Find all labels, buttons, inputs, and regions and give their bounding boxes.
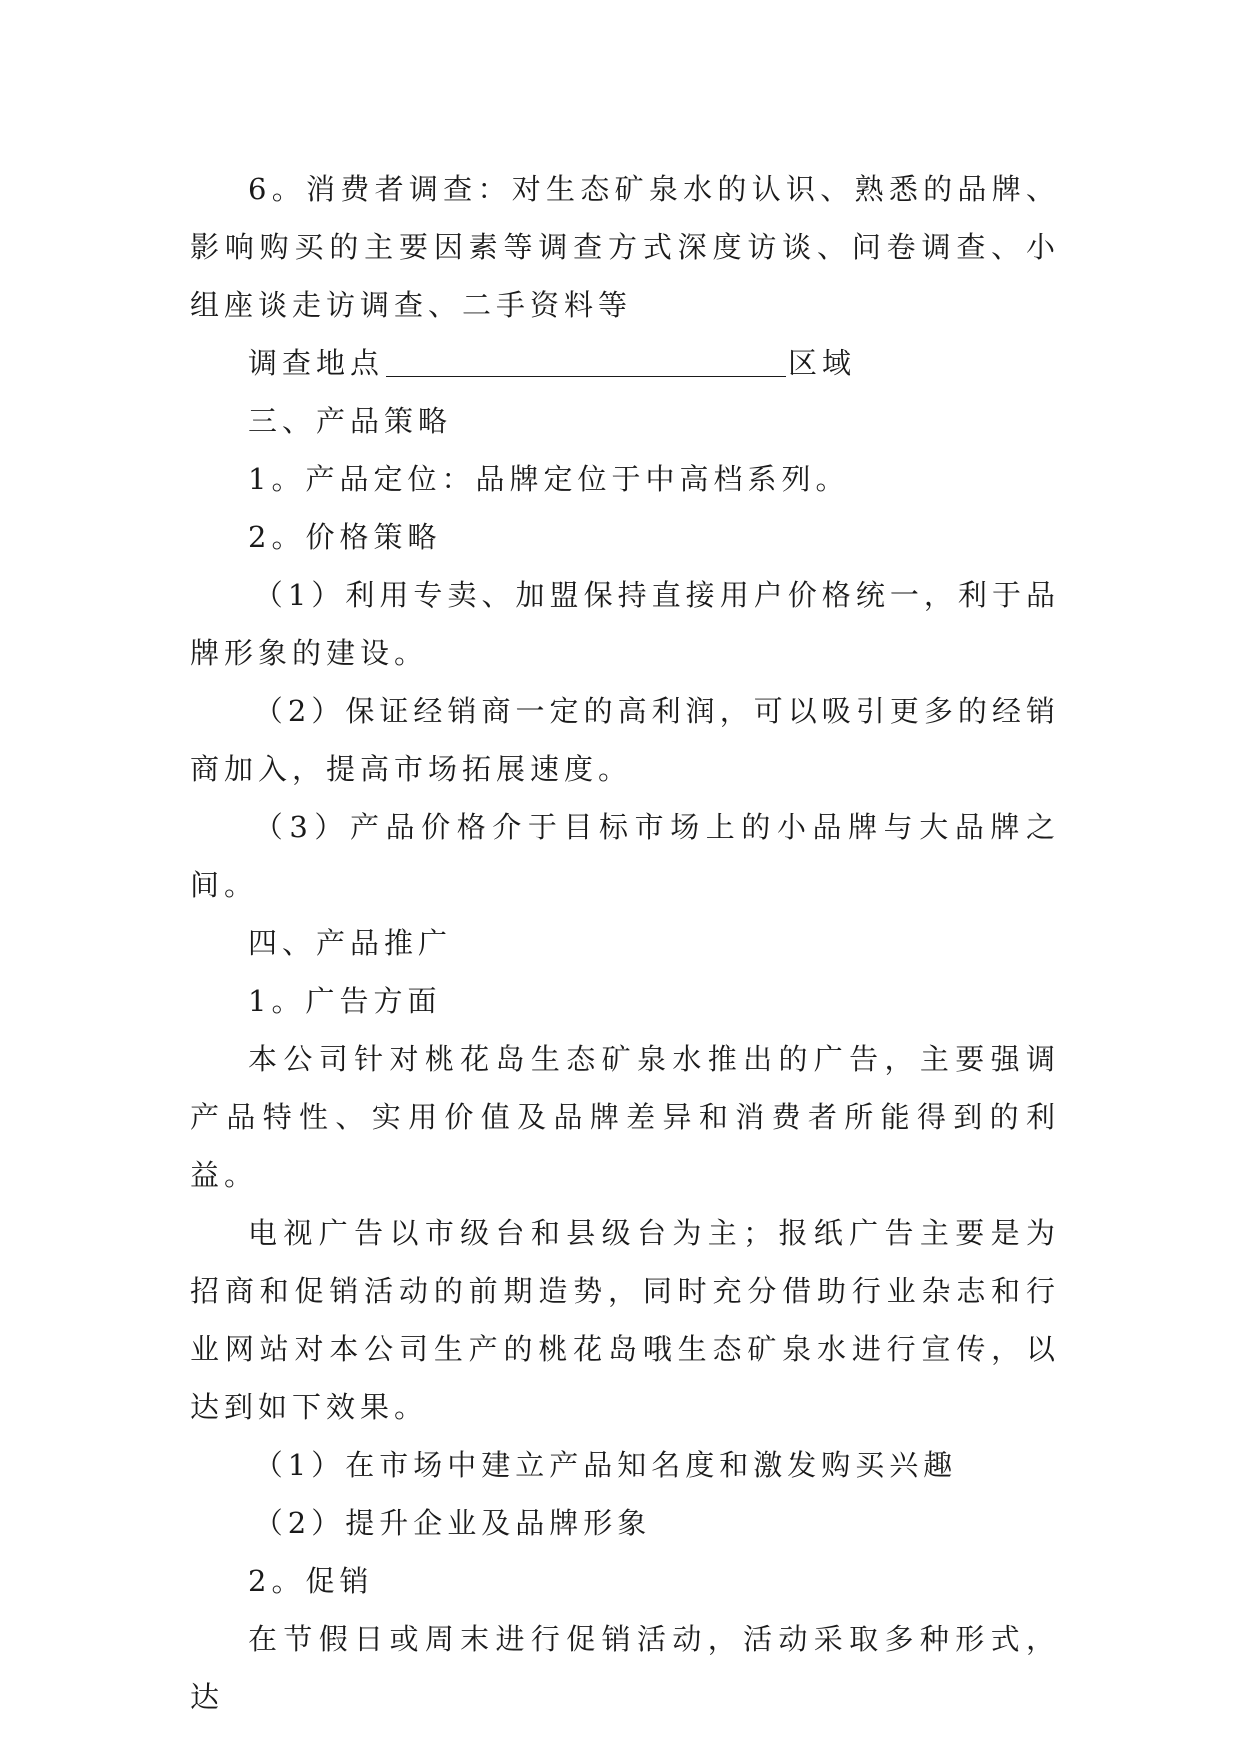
price-strategy-item-2: （2）保证经销商一定的高利润，可以吸引更多的经销商加入，提高市场拓展速度。 <box>190 694 1060 786</box>
document-body <box>190 160 1060 1726</box>
effect-item-2: （2）提升企业及品牌形象 <box>253 1506 652 1540</box>
effect-item-1: （1）在市场中建立产品知名度和激发购买兴趣 <box>253 1448 958 1482</box>
section-heading-product-strategy: 三、产品策略 <box>248 404 453 438</box>
section-heading-product-promotion: 四、产品推广 <box>248 926 453 960</box>
survey-location-line <box>190 334 1060 392</box>
consumer-survey-paragraph: 6。消费者调查：对生态矿泉水的认识、熟悉的品牌、影响购买的主要因素等调查方式深度访谈、问卷调查、小组座谈走访调查、二手资料等 <box>190 172 1060 322</box>
price-strategy-item-3: （3）产品价格介于目标市场上的小品牌与大品牌之间。 <box>190 810 1060 902</box>
advertising-paragraph: 本公司针对桃花岛生态矿泉水推出的广告，主要强调产品特性、实用价值及品牌差异和消费者所能得到的利益。 <box>190 1042 1060 1192</box>
price-strategy-item-1: （1）利用专卖、加盟保持直接用户价格统一，利于品牌形象的建设。 <box>190 578 1060 670</box>
survey-location-suffix: 区域 <box>788 346 857 380</box>
promotion-paragraph: 在节假日或周末进行促销活动，活动采取多种形式，达 <box>190 1622 1060 1714</box>
tv-advertising-paragraph: 电视广告以市级台和县级台为主；报纸广告主要是为招商和促销活动的前期造势，同时充分借助行业杂志和行业网站对本公司生产的桃花岛哦生态矿泉水进行宣传，以达到如下效果。 <box>190 1216 1060 1424</box>
survey-location-label: 调查地点 <box>248 346 385 380</box>
advertising-heading: 1。广告方面 <box>248 984 442 1018</box>
product-positioning: 1。产品定位：品牌定位于中高档系列。 <box>248 462 850 496</box>
promotion-heading: 2。促销 <box>248 1564 374 1598</box>
survey-location-blank <box>386 340 786 377</box>
price-strategy-heading: 2。价格策略 <box>248 520 442 554</box>
